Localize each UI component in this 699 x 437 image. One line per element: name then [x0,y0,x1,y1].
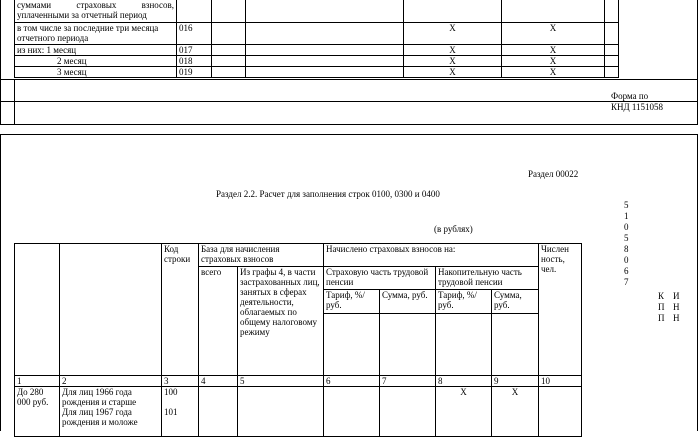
cell-x: X [404,67,502,78]
table-row [15,45,619,56]
cell-x: X [502,45,605,56]
cell-x: X [404,45,502,56]
cell-x: X [502,67,605,78]
header-base-total: всего [199,267,238,376]
row-code [177,0,212,23]
form-knd: КНД 1151058 [611,102,664,112]
top-table [14,0,619,78]
row-range: До 280 000 руб. [15,387,60,437]
section-title: Раздел 2.2. Расчет для заполнения строк 0100, 0300 и 0400 [216,189,440,199]
column-numbers: 1 2 3 4 5 6 7 8 9 10 [15,376,595,387]
table-row [15,56,619,67]
cell-x: X [436,387,492,437]
cell-x [404,0,502,23]
form-label: Форма по [611,91,649,101]
row-code: 016 [177,23,212,45]
calc-table [14,243,595,437]
header-headcount: Числен ность, чел. [539,244,582,376]
row-code: 101 [164,407,178,417]
header-accrued: Начислено страховых взносов на: [324,244,539,267]
row-code: 018 [177,56,212,67]
cell-x: X [404,56,502,67]
cell-x: X [492,387,539,437]
row-label: Для лиц 1967 года рождения и моложе [62,407,138,427]
row-code: 019 [177,67,212,78]
unit-label: (в рублях) [434,224,473,234]
cell-x: X [502,56,605,67]
row-label: из них: 1 месяц [15,45,177,56]
table-row [15,0,619,23]
table-row [15,387,595,437]
header-rate: Тариф, %/руб. [436,290,492,314]
cell-x [502,0,605,23]
row-label: суммами страховых взносов, уплаченными за отчетный период [15,0,177,23]
cell-x: X [502,23,605,45]
row-code: 017 [177,45,212,56]
header-funded: Накопительную часть трудовой пенсии [436,267,539,290]
row-label: 2 месяц [15,56,177,67]
row-label: 3 месяц [15,67,177,78]
header-base-part: Из графы 4, в части застрахованных лиц, занятых в сферах деятельности, облагаемых по общему налоговому режиму [238,267,324,376]
table-row [15,23,619,45]
cell-x: X [404,23,502,45]
header-sum: Сумма, руб. [492,290,539,314]
header-insurance: Страховую часть трудовой пенсии [324,267,436,290]
header-sum: Сумма, руб. [380,290,436,314]
row-code: 100 [164,387,178,397]
row-label: в том числе за последние три месяца отчетного периода [15,23,177,45]
section-code: Раздел 00022 [528,169,579,179]
header-code: Код строки [162,244,199,376]
header-rate: Тариф, %/руб. [324,290,380,314]
row-label: Для лиц 1966 года рождения и старше [62,387,137,407]
header-base: База для начисления страховых взносов [199,244,324,267]
table-row [15,67,619,78]
